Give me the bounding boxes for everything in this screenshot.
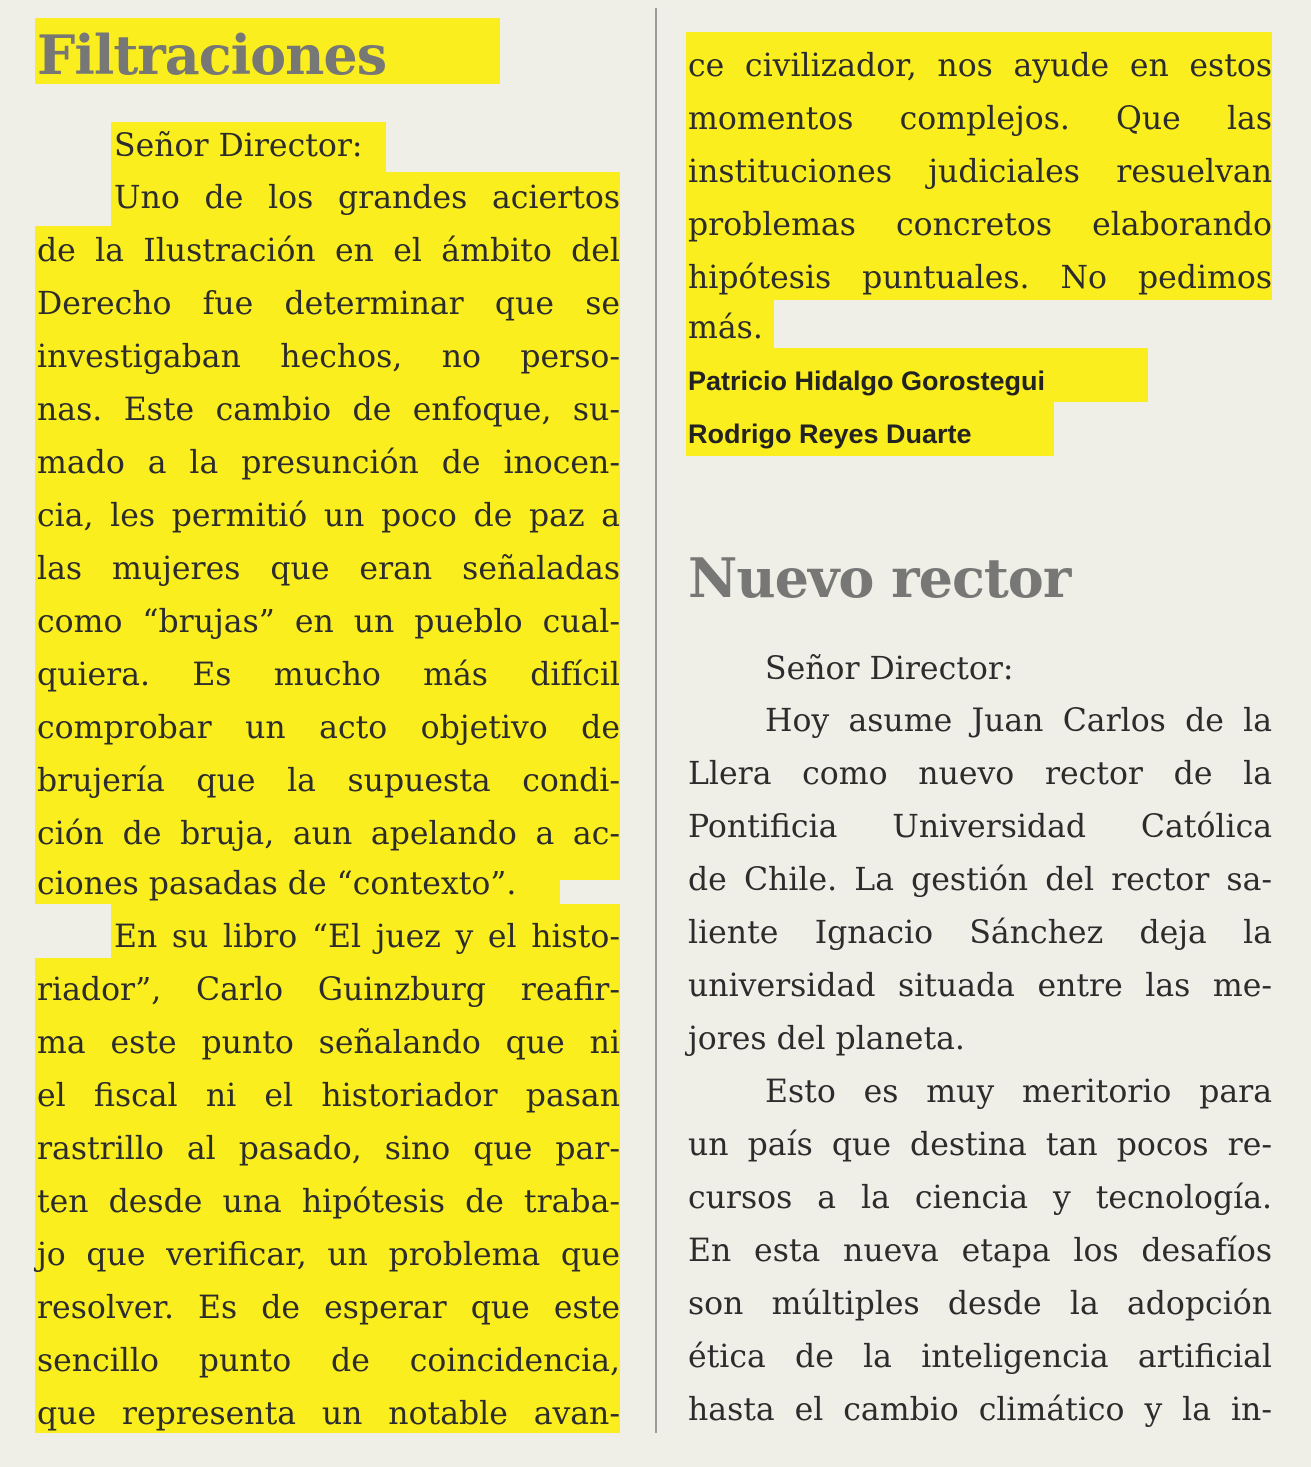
text-line: cia, les permitió un poco de paz a bbox=[37, 498, 620, 534]
text-line: Derecho fue determinar que se bbox=[37, 286, 620, 322]
text-line: hasta el cambio climático y la in- bbox=[688, 1392, 1272, 1428]
text-line: jores del planeta. bbox=[688, 1021, 965, 1057]
text-line: el fiscal ni el historiador pasan bbox=[37, 1078, 620, 1114]
letter-title: Filtraciones bbox=[37, 23, 387, 87]
text-line: ce civilizador, nos ayude en estos bbox=[688, 48, 1272, 84]
text-line: hipótesis puntuales. No pedimos bbox=[688, 260, 1272, 296]
text-line: de la Ilustración en el ámbito del bbox=[37, 233, 620, 269]
text-line: ción de bruja, aun apelando a ac- bbox=[37, 816, 620, 852]
text-line: ten desde una hipótesis de traba- bbox=[37, 1184, 620, 1220]
text-line: instituciones judiciales resuelvan bbox=[688, 154, 1272, 190]
text-line: un país que destina tan pocos re- bbox=[688, 1127, 1272, 1163]
text-line: ciones pasadas de “contexto”. bbox=[37, 866, 517, 902]
text-line: quiera. Es mucho más difícil bbox=[37, 657, 620, 693]
text-line: las mujeres que eran señaladas bbox=[37, 551, 620, 587]
text-line: que representa un notable avan- bbox=[37, 1396, 620, 1432]
text-line: liente Ignacio Sánchez deja la bbox=[688, 915, 1272, 951]
text-line: mado a la presunción de inocen- bbox=[37, 445, 620, 481]
text-line: problemas concretos elaborando bbox=[688, 207, 1272, 243]
letter-title: Nuevo rector bbox=[688, 546, 1071, 610]
text-line: brujería que la supuesta condi- bbox=[37, 763, 620, 799]
text-line: sencillo punto de coincidencia, bbox=[37, 1343, 620, 1379]
text-line: Pontificia Universidad Católica bbox=[688, 809, 1272, 845]
signature: Rodrigo Reyes Duarte bbox=[688, 419, 972, 449]
text-line: como “brujas” en un pueblo cual- bbox=[37, 604, 620, 640]
text-line: más. bbox=[688, 310, 763, 346]
text-line: jo que verificar, un problema que bbox=[37, 1237, 620, 1273]
text-line: investigaban hechos, no perso- bbox=[37, 339, 620, 375]
text-line: riador”, Carlo Guinzburg reafir- bbox=[37, 972, 620, 1008]
text-line: En esta nueva etapa los desafíos bbox=[688, 1233, 1272, 1269]
text-line: rastrillo al pasado, sino que par- bbox=[37, 1131, 620, 1167]
text-line: ética de la inteligencia artificial bbox=[688, 1339, 1272, 1375]
text-line: resolver. Es de esperar que este bbox=[37, 1290, 620, 1326]
column-divider bbox=[655, 8, 657, 1433]
text-line: son múltiples desde la adopción bbox=[688, 1286, 1272, 1322]
text-line: momentos complejos. Que las bbox=[688, 101, 1272, 137]
text-line: ma este punto señalando que ni bbox=[37, 1025, 620, 1061]
salutation: Señor Director: bbox=[765, 651, 1014, 687]
text-line: Llera como nuevo rector de la bbox=[688, 756, 1272, 792]
text-line: nas. Este cambio de enfoque, su- bbox=[37, 392, 620, 428]
text-line: Esto es muy meritorio para bbox=[765, 1074, 1272, 1110]
text-line: cursos a la ciencia y tecnología. bbox=[688, 1180, 1272, 1216]
text-line: de Chile. La gestión del rector sa- bbox=[688, 862, 1272, 898]
text-line: universidad situada entre las me- bbox=[688, 968, 1272, 1004]
signature: Patricio Hidalgo Gorostegui bbox=[688, 366, 1046, 396]
text-line: Hoy asume Juan Carlos de la bbox=[765, 703, 1272, 739]
text-line: Uno de los grandes aciertos bbox=[114, 180, 620, 216]
text-line: comprobar un acto objetivo de bbox=[37, 710, 620, 746]
text-line: En su libro “El juez y el histo- bbox=[114, 919, 620, 955]
salutation: Señor Director: bbox=[114, 128, 363, 164]
